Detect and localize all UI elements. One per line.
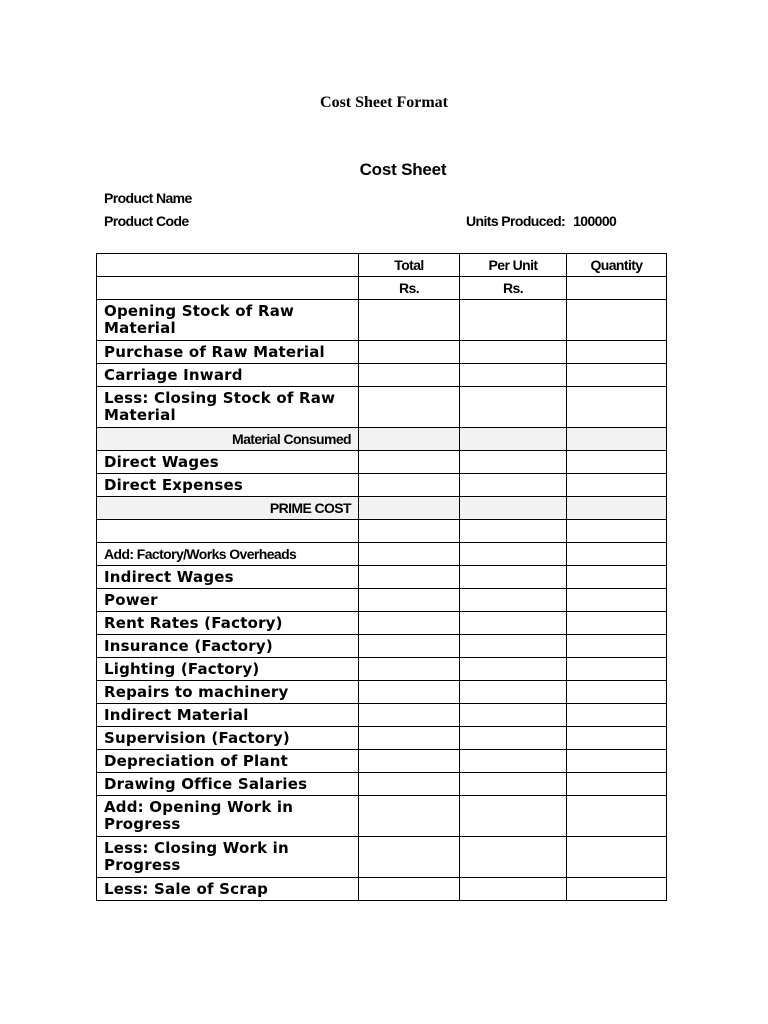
per-unit-cell[interactable] [460, 387, 567, 428]
table-row [97, 773, 667, 796]
quantity-cell[interactable] [567, 658, 667, 681]
quantity-cell[interactable] [567, 750, 667, 773]
table-row [97, 612, 667, 635]
row-label: PRIME COST [97, 497, 359, 520]
total-cell[interactable] [359, 878, 460, 901]
table-row [97, 364, 667, 387]
header-quantity: Quantity [567, 254, 667, 277]
table-row [97, 878, 667, 901]
per-unit-cell[interactable] [460, 796, 567, 837]
per-unit-cell[interactable] [460, 520, 567, 543]
total-cell[interactable] [359, 341, 460, 364]
per-unit-cell[interactable] [460, 727, 567, 750]
quantity-cell[interactable] [567, 837, 667, 878]
header-total: Total [359, 254, 460, 277]
row-label: Add: Factory/Works Overheads [97, 543, 359, 566]
row-label: Carriage Inward [97, 364, 359, 387]
product-name-label: Product Name [104, 190, 192, 206]
total-cell[interactable] [359, 428, 460, 451]
quantity-cell[interactable] [567, 497, 667, 520]
table-row [97, 635, 667, 658]
quantity-cell[interactable] [567, 704, 667, 727]
total-cell[interactable] [359, 773, 460, 796]
per-unit-cell[interactable] [460, 658, 567, 681]
row-label: Less: Closing Stock of Raw Material [97, 387, 359, 428]
per-unit-cell[interactable] [460, 635, 567, 658]
table-row [97, 543, 667, 566]
table-row [97, 658, 667, 681]
row-label: Less: Sale of Scrap [97, 878, 359, 901]
table-row [97, 704, 667, 727]
per-unit-cell[interactable] [460, 364, 567, 387]
table-row [97, 497, 667, 520]
quantity-cell[interactable] [567, 612, 667, 635]
row-label: Indirect Wages [97, 566, 359, 589]
total-cell[interactable] [359, 681, 460, 704]
currency-row [97, 277, 667, 300]
row-label: Add: Opening Work in Progress [97, 796, 359, 837]
table-row [97, 837, 667, 878]
quantity-cell[interactable] [567, 364, 667, 387]
row-label: Rent Rates (Factory) [97, 612, 359, 635]
currency-cell [97, 277, 359, 300]
row-label: Purchase of Raw Material [97, 341, 359, 364]
row-label: Less: Closing Work in Progress [97, 837, 359, 878]
currency-per-unit: Rs. [460, 277, 567, 300]
total-cell[interactable] [359, 566, 460, 589]
table-row [97, 428, 667, 451]
row-label: Direct Expenses [97, 474, 359, 497]
total-cell[interactable] [359, 704, 460, 727]
per-unit-cell[interactable] [460, 474, 567, 497]
total-cell[interactable] [359, 497, 460, 520]
table-row [97, 474, 667, 497]
total-cell[interactable] [359, 520, 460, 543]
row-label: Depreciation of Plant [97, 750, 359, 773]
units-produced [466, 213, 616, 229]
total-cell[interactable] [359, 474, 460, 497]
units-produced-value: 100000 [573, 213, 617, 229]
total-cell[interactable] [359, 750, 460, 773]
table-row [97, 681, 667, 704]
cost-sheet-title: Cost Sheet [359, 160, 447, 179]
table-row [97, 566, 667, 589]
total-cell[interactable] [359, 658, 460, 681]
per-unit-cell[interactable] [460, 341, 567, 364]
per-unit-cell[interactable] [460, 451, 567, 474]
total-cell[interactable] [359, 387, 460, 428]
quantity-cell[interactable] [567, 474, 667, 497]
total-cell[interactable] [359, 837, 460, 878]
per-unit-cell[interactable] [460, 878, 567, 901]
quantity-cell[interactable] [567, 428, 667, 451]
quantity-cell[interactable] [567, 520, 667, 543]
quantity-cell[interactable] [567, 566, 667, 589]
per-unit-cell[interactable] [460, 750, 567, 773]
total-cell[interactable] [359, 543, 460, 566]
document-title: Cost Sheet Format [320, 94, 448, 111]
quantity-cell[interactable] [567, 341, 667, 364]
table-row [97, 341, 667, 364]
quantity-cell[interactable] [567, 451, 667, 474]
row-label: Power [97, 589, 359, 612]
total-cell[interactable] [359, 727, 460, 750]
per-unit-cell[interactable] [460, 704, 567, 727]
header-row [97, 254, 667, 277]
quantity-cell[interactable] [567, 681, 667, 704]
quantity-cell[interactable] [567, 635, 667, 658]
row-label [97, 520, 359, 543]
quantity-cell[interactable] [567, 300, 667, 341]
product-code-label: Product Code [104, 213, 189, 229]
total-cell[interactable] [359, 612, 460, 635]
total-cell[interactable] [359, 796, 460, 837]
table-row [97, 589, 667, 612]
row-label: Material Consumed [97, 428, 359, 451]
table-row [97, 451, 667, 474]
row-label: Repairs to machinery [97, 681, 359, 704]
per-unit-cell[interactable] [460, 681, 567, 704]
total-cell[interactable] [359, 300, 460, 341]
per-unit-cell[interactable] [460, 566, 567, 589]
currency-quantity [567, 277, 667, 300]
header-cell [97, 254, 359, 277]
table-row [97, 750, 667, 773]
per-unit-cell[interactable] [460, 589, 567, 612]
quantity-cell[interactable] [567, 727, 667, 750]
quantity-cell[interactable] [567, 878, 667, 901]
per-unit-cell[interactable] [460, 300, 567, 341]
table-row [97, 387, 667, 428]
quantity-cell[interactable] [567, 773, 667, 796]
header-per-unit: Per Unit [460, 254, 567, 277]
per-unit-cell[interactable] [460, 773, 567, 796]
total-cell[interactable] [359, 451, 460, 474]
row-label: Direct Wages [97, 451, 359, 474]
row-label: Insurance (Factory) [97, 635, 359, 658]
per-unit-cell[interactable] [460, 428, 567, 451]
row-label: Lighting (Factory) [97, 658, 359, 681]
table-row [97, 727, 667, 750]
table-row [97, 300, 667, 341]
quantity-cell[interactable] [567, 387, 667, 428]
units-produced-label: Units Produced: [466, 213, 566, 229]
per-unit-cell[interactable] [460, 837, 567, 878]
quantity-cell[interactable] [567, 796, 667, 837]
row-label: Supervision (Factory) [97, 727, 359, 750]
per-unit-cell[interactable] [460, 497, 567, 520]
row-label: Drawing Office Salaries [97, 773, 359, 796]
table-row [97, 520, 667, 543]
total-cell[interactable] [359, 635, 460, 658]
per-unit-cell[interactable] [460, 612, 567, 635]
quantity-cell[interactable] [567, 543, 667, 566]
row-label: Opening Stock of Raw Material [97, 300, 359, 341]
total-cell[interactable] [359, 589, 460, 612]
table-row [97, 796, 667, 837]
row-label: Indirect Material [97, 704, 359, 727]
total-cell[interactable] [359, 364, 460, 387]
quantity-cell[interactable] [567, 589, 667, 612]
currency-total: Rs. [359, 277, 460, 300]
cost-sheet-table [96, 253, 667, 901]
per-unit-cell[interactable] [460, 543, 567, 566]
